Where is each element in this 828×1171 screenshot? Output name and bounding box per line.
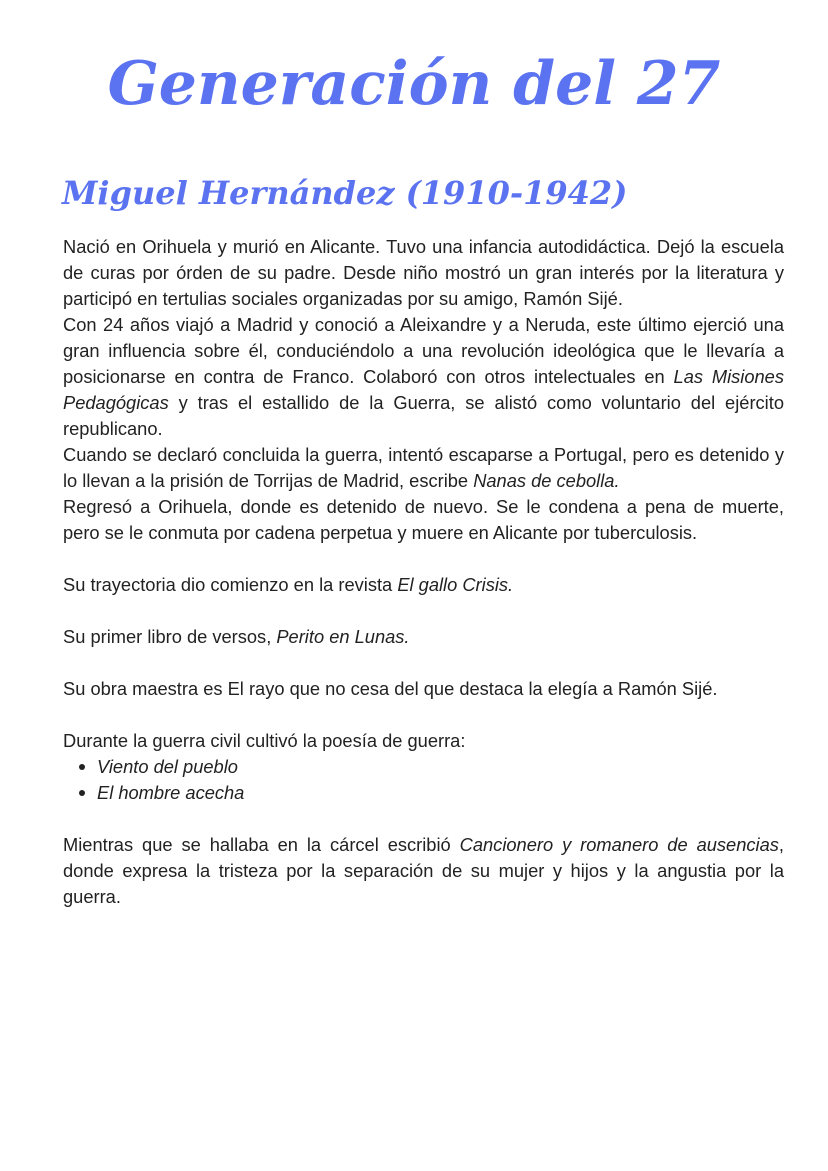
document-body [63,234,784,910]
list-item [97,754,784,780]
work-title-hombre: El hombre acecha [97,782,245,803]
bio-paragraph-1 [63,234,784,312]
first-book-paragraph [63,624,784,650]
prison-paragraph [63,832,784,910]
bio-text-2a: Con 24 años viajó a Madrid y conoció a Aleixandre y a Neruda, este último ejerció una gran influencia sobre él, conduciéndolo a una revolución ideológica que le llevaría a posicionarse en contra de Franco. Colaboró con otros intelectuales en [63,314,784,387]
bio-text-4: Regresó a Orihuela, donde es detenido de nuevo. Se le condena a pena de muerte, pero se le conmuta por cadena perpetua y muere en Alicante por tuberculosis. [63,496,784,543]
prison-text-a: Mientras que se hallaba en la cárcel escribió [63,834,460,855]
bullet-icon [79,790,85,796]
page-title: Generación del 27 [107,49,721,119]
bio-paragraph-2 [63,312,784,442]
prison-text-b: , donde expresa la tristeza por la separación de su mujer y hijos y la angustia por la guerra. [63,834,784,907]
spacer [63,702,784,728]
spacer [63,598,784,624]
war-poetry-intro: Durante la guerra civil cultivó la poesía de guerra: [63,730,466,751]
spacer [63,650,784,676]
bullet-icon [79,764,85,770]
bio-paragraph-4 [63,494,784,546]
war-works-list [63,754,784,806]
spacer [63,546,784,572]
list-item [97,780,784,806]
work-title-perito: Perito en Lunas. [276,626,410,647]
trajectory-text: Su trayectoria dio comienzo en la revista [63,574,398,595]
work-title-gallo: El gallo Crisis. [397,574,514,595]
bio-text-3: Cuando se declaró concluida la guerra, intentó escaparse a Portugal, pero es detenido y lo llevan a la prisión de Torrijas de Madrid, escribe [63,444,784,491]
work-title-misiones: Las Misiones Pedagógicas [63,366,784,413]
trajectory-paragraph [63,572,784,598]
masterpiece-paragraph: Su obra maestra es El rayo que no cesa del que destaca la elegía a Ramón Sijé. [63,678,718,699]
author-heading: Miguel Hernández (1910-1942) [62,174,628,212]
bio-text-1: Nació en Orihuela y murió en Alicante. Tuvo una infancia autodidáctica. Dejó la escuela de curas por órden de su padre. Desde niño mostró un gran interés por la literatura y participó en tertulias sociales organizadas por su amigo, Ramón Sijé. [63,236,784,309]
work-title-viento: Viento del pueblo [97,756,238,777]
work-title-cancionero: Cancionero y romanero de ausencias [459,834,779,855]
work-title-nanas: Nanas de cebolla. [473,470,620,491]
bio-paragraph-3 [63,442,784,494]
first-book-text: Su primer libro de versos, [63,626,277,647]
bio-text-2b: y tras el estallido de la Guerra, se alistó como voluntario del ejército republicano. [63,392,784,439]
spacer [63,806,784,832]
